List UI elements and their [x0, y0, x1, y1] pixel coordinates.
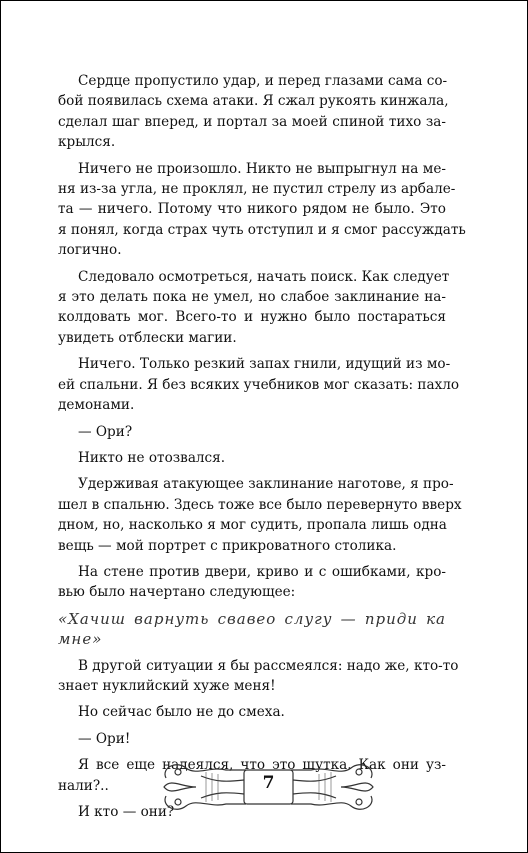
text-line: демонами.: [58, 397, 135, 414]
text-line: вещь — мой портрет с прикроватного столика.: [58, 537, 397, 554]
text-line: знает нуклийский хуже меня!: [58, 677, 276, 694]
text-line: мне»: [58, 630, 103, 649]
text-line: ня из-за угла, не проклял, не пустил стрелу из арбале-: [58, 181, 456, 198]
text-line: Никто не отозвался.: [78, 449, 226, 466]
text-line: — Ори!: [78, 730, 131, 747]
paragraph: [58, 729, 446, 749]
text-line: ей спальни. Я без всяких учебников мог сказать: пахло: [58, 376, 460, 393]
paragraph: [58, 702, 446, 722]
paragraph: [58, 422, 446, 442]
text-line: На стене против двери, криво и с ошибками, кро-: [78, 563, 446, 580]
text-line: шел в спальню. Здесь тоже все было перевернуто вверх: [58, 496, 462, 513]
text-line: крылся.: [58, 134, 116, 151]
page-number-ornament: [156, 758, 381, 816]
text-line: Сердце пропустило удар, и перед глазами сама со-: [78, 73, 448, 89]
text-line: я это делать пока не умел, но слабое заклинание на-: [58, 289, 446, 306]
paragraph: [58, 474, 462, 556]
text-line: — Ори?: [78, 423, 133, 440]
text-line: увидеть отблески магии.: [58, 329, 237, 346]
text-line: я понял, когда страх чуть отступил и я смог рассуждать: [58, 221, 466, 238]
text-line: Ничего не произошло. Никто не выпрыгнул на ме-: [78, 160, 446, 177]
paragraph: [58, 71, 449, 153]
text-line: сделал шаг вперед, и портал за моей спиной тихо за-: [58, 113, 446, 130]
text-line: Но сейчас было не до смеха.: [78, 704, 285, 721]
text-line: бой появилась схема атаки. Я сжал рукоять кинжала,: [58, 93, 449, 110]
text-line: нали?..: [58, 777, 109, 794]
text-line: Я все еще надеялся, что это шутка. Как они уз-: [78, 757, 446, 774]
text-line: колдовать мог. Всего-то и нужно было постараться: [58, 309, 446, 326]
paragraph: [58, 159, 466, 261]
text-line: Следовало осмотреться, начать поиск. Как следует: [78, 268, 450, 285]
text-line: И кто — они?: [78, 804, 175, 820]
page-number: 7: [262, 773, 275, 793]
paragraph: [58, 656, 459, 697]
text-line: В другой ситуации я бы рассмеялся: надо же, кто-то: [78, 657, 459, 674]
paragraph: [58, 562, 446, 603]
text-line: Ничего. Только резкий запах гнили, идущий из мо-: [78, 356, 451, 373]
paragraph: [58, 354, 460, 415]
text-line: дном, но, насколько я мог судить, пропала лишь одна: [58, 517, 447, 534]
wall-inscription: [58, 609, 446, 650]
page-body-text: [58, 71, 466, 828]
text-line: та — ничего. Потому что никого рядом не было. Это: [58, 201, 446, 218]
text-line: Удерживая атакующее заклинание наготове, я про-: [78, 476, 454, 493]
text-line: логично.: [58, 242, 122, 259]
paragraph: [58, 267, 450, 349]
text-line: вью было начертано следующее:: [58, 584, 296, 601]
text-line: «Хачиш варнуть свавео слугу — приди ка: [58, 609, 446, 628]
paragraph: [58, 448, 446, 468]
